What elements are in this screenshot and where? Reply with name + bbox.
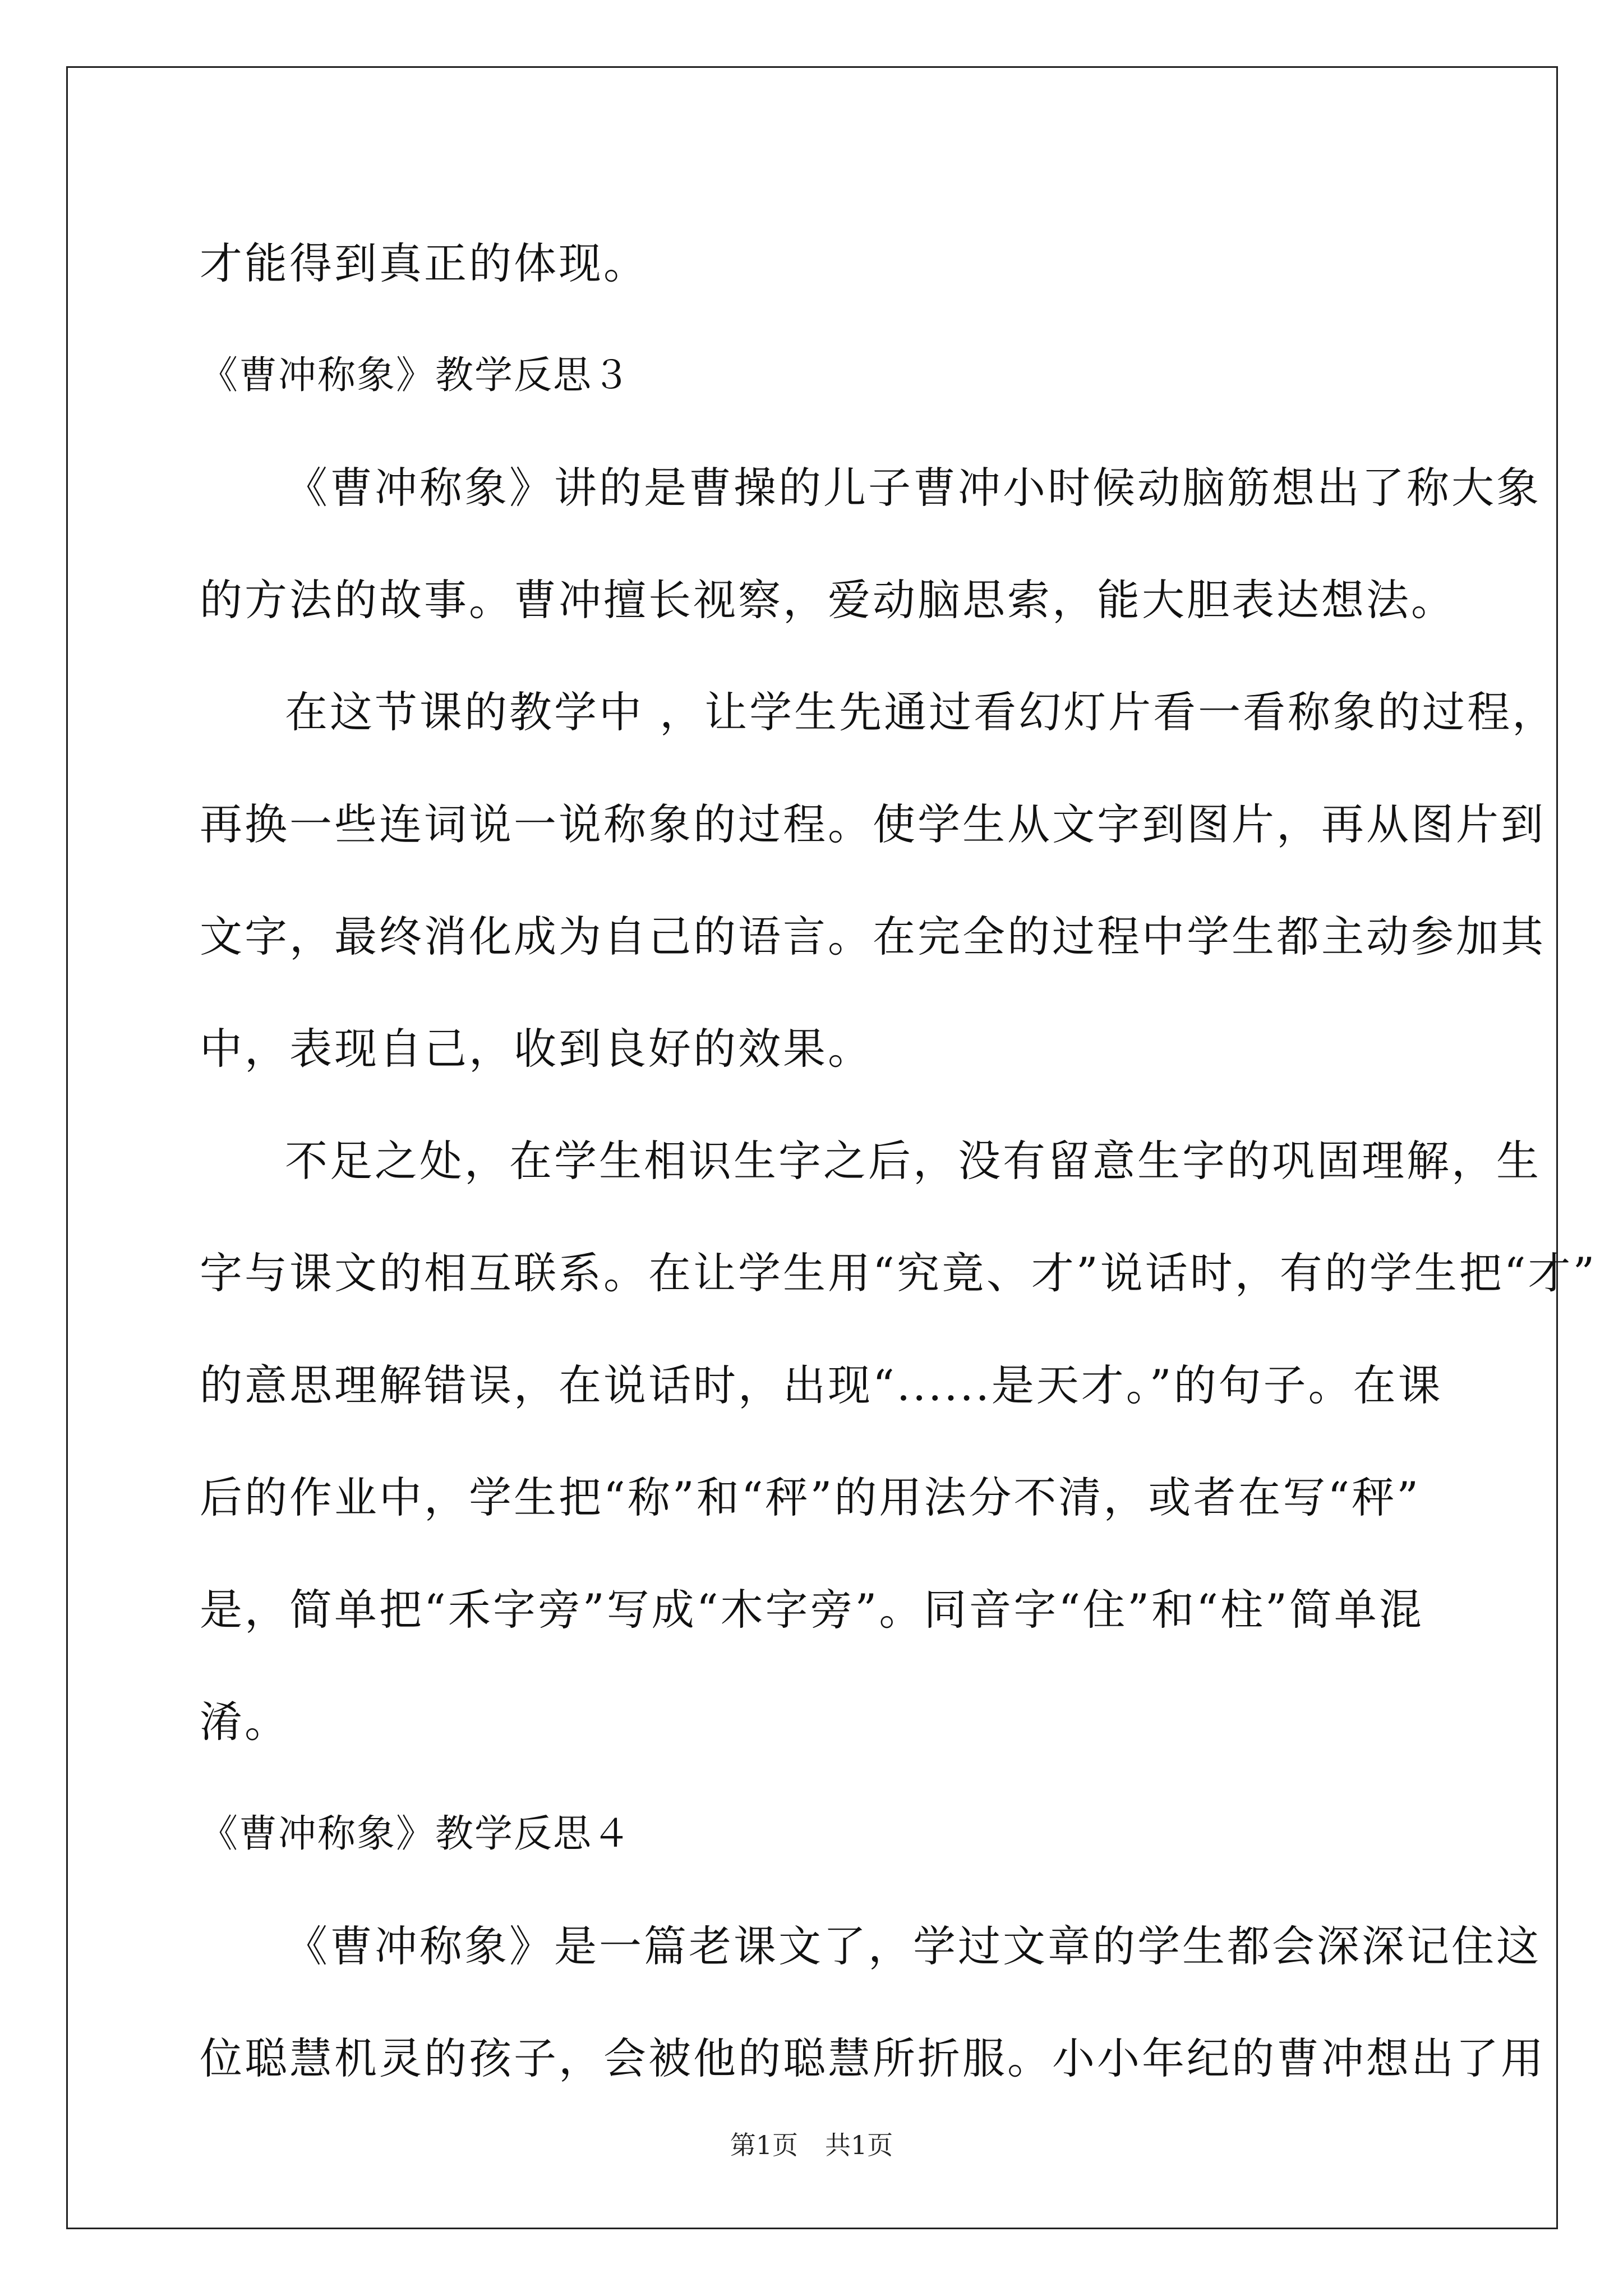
paragraph-line: 后的作业中，学生把“称”和“秤”的用法分不清，或者在写“秤” — [200, 1473, 1421, 1522]
paragraph-line: 《曹冲称象》讲的是曹操的儿子曹冲小时候动脑筋想出了称大象 — [285, 463, 1541, 513]
section-heading-4: 《曹冲称象》教学反思４ — [200, 1812, 632, 1856]
paragraph-line: 淆。 — [200, 1697, 289, 1747]
document-body — [200, 208, 1597, 2115]
paragraph-line: 字与课文的相互联系。在让学生用“究竟、才”说话时，有的学生把“才” — [200, 1248, 1597, 1298]
paragraph-line: 文字，最终消化成为自己的语言。在完全的过程中学生都主动参加其 — [200, 912, 1546, 961]
section-heading-3: 《曹冲称象》教学反思３ — [200, 353, 632, 398]
paragraph-line: 中，表现自己，收到良好的效果。 — [200, 1024, 873, 1074]
paragraph-line: 不足之处，在学生相识生字之后，没有留意生字的巩固理解，生 — [285, 1136, 1541, 1186]
paragraph-line: 位聪慧机灵的孩子，会被他的聪慧所折服。小小年纪的曹冲想出了用 — [200, 2033, 1546, 2083]
paragraph-line: 才能得到真正的体现。 — [200, 238, 648, 288]
page-total: 共1页 — [825, 2130, 893, 2160]
paragraph-line: 《曹冲称象》是一篇老课文了，学过文章的学生都会深深记住这 — [285, 1921, 1541, 1971]
paragraph-line: 的意思理解错误，在说话时，出现“......是天才。”的句子。在课 — [200, 1360, 1443, 1410]
paragraph-line: 是，简单把“禾字旁”写成“木字旁”。同音字“住”和“柱”简单混 — [200, 1585, 1424, 1635]
paragraph-line: 在这节课的教学中 ，让学生先通过看幻灯片看一看称象的过程， — [285, 687, 1557, 737]
page-number: 第1页 — [730, 2130, 798, 2160]
page-footer — [0, 2125, 1623, 2162]
paragraph-line: 再换一些连词说一说称象的过程。使学生从文字到图片，再从图片到 — [200, 799, 1546, 849]
paragraph-line: 的方法的故事。曹冲擅长视察，爱动脑思索，能大胆表达想法。 — [200, 575, 1456, 625]
